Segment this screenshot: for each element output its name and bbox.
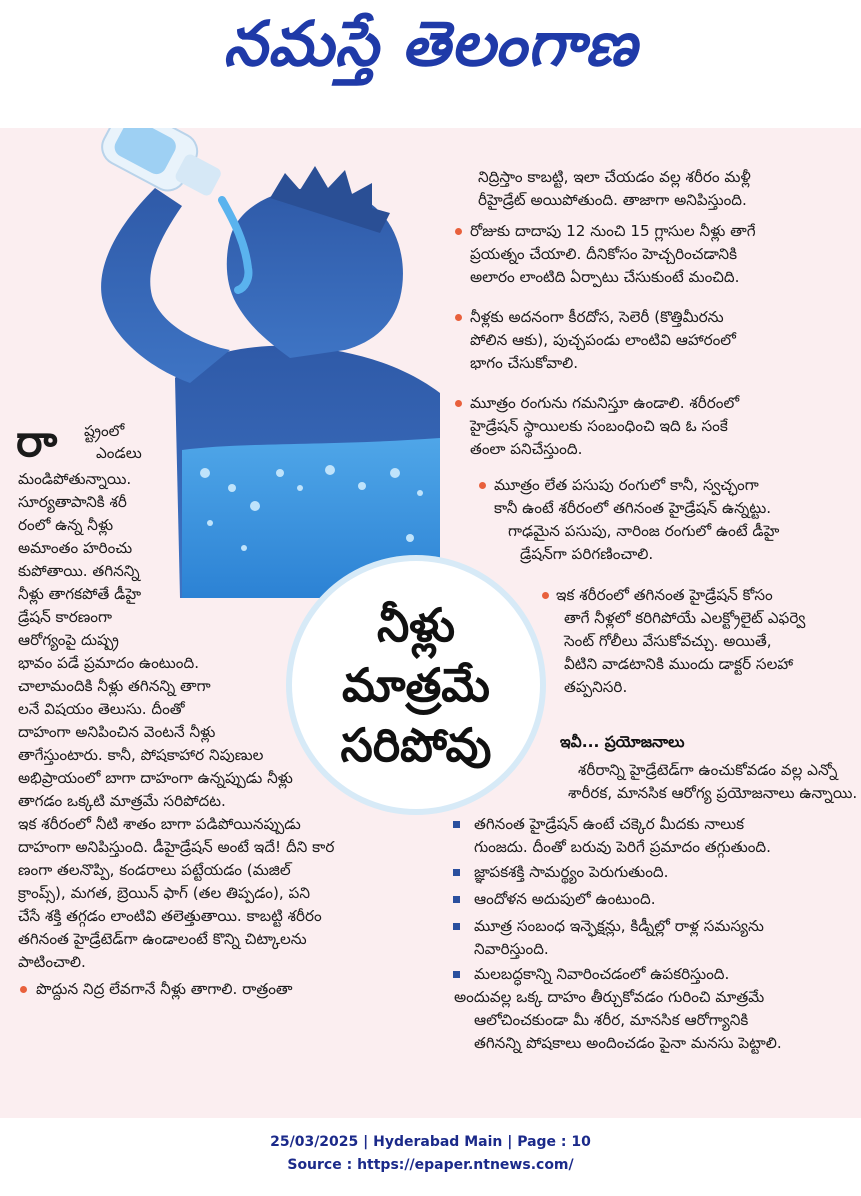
text-line: ఇక శరీరంలో నీటి శాతం బాగా పడిపోయినప్పుడు [18,815,301,833]
text-line: ఇక శరీరంలో తగినంత హైడ్రేషన్ కోసం [556,586,773,604]
text-line: గాఢమైన పసుపు, నారింజ రంగులో ఉంటే డీహై [508,522,780,540]
text-line: భావం పడే ప్రమాదం ఉంటుంది. [18,654,200,672]
text-line: శారీరక, మానసిక ఆరోగ్య ప్రయోజనాలు ఉన్నాయి. [568,784,858,802]
text-line: తంలా పనిచేస్తుంది. [470,440,583,458]
text-line: మూత్రం లేత పసుపు రంగులో కానీ, స్వచ్ఛంగా [494,476,759,494]
text-line: హైడ్రేషన్ స్థాయిలకు సంబంధించి ఇది ఓ సంకే [470,417,728,435]
text-line: తగినన్ని పోషకాలు అందించడం పైనా మనసు పెట్టాలి. [474,1034,782,1052]
footer-date-edition: 25/03/2025 | Hyderabad Main | Page : 10 [270,1134,591,1150]
article [0,128,861,1118]
headline-line-2: మాత్రమే [342,658,490,712]
text-line: ఎండలు [96,444,142,462]
bullet-icon [20,986,27,993]
text-line: నీళ్లు తాగకపోతే డీహై [18,585,142,603]
text-line: ఆలోచించకుండా మీ శరీర, మానసిక ఆరోగ్యానికి [474,1011,749,1029]
bullet-icon [455,400,462,407]
text-line: కానీ ఉంటే శరీరంలో తగినంత హైడ్రేషన్ ఉన్నట్టు. [494,499,772,517]
text-line: శరీరాన్ని హైడ్రేటెడ్‌గా ఉంచుకోవడం వల్ల ఎన్నో [578,761,838,779]
text-line: ష్ట్రంలో [84,422,125,440]
text-line: ఆందోళన అదుపులో ఉంటుంది. [474,890,656,908]
bullet-icon [542,592,549,599]
text-line: అమాంతం హరించు [18,539,133,557]
text-line: సూర్యతాపానికి శరీ [18,493,127,511]
bullet-icon [479,482,486,489]
text-line: అందువల్ల ఒక్క దాహం తీర్చుకోవడం గురించి మాత్రమే [454,988,765,1006]
text-line: మూత్రం రంగును గమనిస్తూ ఉండాలి. శరీరంలో [470,394,740,412]
text-line: తప్పనిసరి. [564,678,628,696]
bullet-icon [453,821,460,828]
text-line: జ్ఞాపకశక్తి సామర్థ్యం పెరుగుతుంది. [474,863,669,881]
text-line: లనే విషయం తెలుసు. దీంతో [18,700,185,718]
text-line: రోజుకు దాదాపు 12 నుంచి 15 గ్లాసుల నీళ్లు తాగే [470,222,756,240]
benefits-heading: ఇవీ... ప్రయోజనాలు [560,733,685,751]
text-line: తాగేస్తుంటారు. కానీ, పోషకాహార నిపుణుల [18,746,264,764]
footer-source: Source : https://epaper.ntnews.com/ [287,1157,574,1173]
text-line: తగినంత హైడ్రేటెడ్‌గా ఉండాలంటే కొన్ని చిట్కాలను [18,930,307,948]
headline-line-3: సరిపోవు [340,718,492,772]
text-line: చాలామందికి నీళ్లు తగినన్ని తాగా [18,677,211,695]
masthead [0,0,861,128]
bullet-icon [453,869,460,876]
text-line: పోలిన ఆకు), పుచ్చపండు లాంటివి ఆహారంలో [470,331,736,349]
text-line: దాహంగా అనిపించిన వెంటనే నీళ్లు [18,723,216,741]
text-line: తాగే నీళ్లలో కరిగిపోయే ఎలక్ట్రోలైట్ ఎఫర్వె [564,609,806,627]
text-line: గుంజదు. దీంతో బరువు పెరిగే ప్రమాదం తగ్గుతుంది. [474,838,771,856]
text-line: భాగం చేసుకోవాలి. [470,354,579,372]
text-line: క్రాంప్స్), మగత, బ్రెయిన్ ఫాగ్ (తల తిప్పడం), పని [18,884,310,902]
text-line: మూత్ర సంబంధ ఇన్ఫెక్షన్లు, కిడ్నీల్లో రాళ్ల సమస్యను [474,917,764,935]
text-line: కుపోతాయి. తగినన్ని [18,562,140,580]
text-line: సెంట్ గోలీలు వేసుకోవచ్చు. అయితే, [564,632,772,650]
text-line: ఆరోగ్యంపై దుష్ప్ర [18,631,119,649]
text-line: తాగడం ఒక్కటి మాత్రమే సరిపోదట. [18,792,226,810]
text-line: దాహంగా అనిపిస్తుంది. డీహైడ్రేషన్ అంటే ఇదే! దీని కార [18,838,335,856]
bullet-icon [453,923,460,930]
newspaper-logo: నమస్తే తెలంగాణ [223,7,638,80]
text-line: డ్రేషన్‌గా పరిగణించాలి. [520,545,654,563]
headline-circle [292,561,540,809]
bullet-icon [453,971,460,978]
text-line: నివారిస్తుంది. [474,940,549,958]
bullet-icon [455,228,462,235]
dropcap: రా [16,416,58,467]
text-line: రీహైడ్రేట్ అయిపోతుంది. తాజాగా అనిపిస్తుంది. [478,191,747,209]
headline-line-1: నీళ్లు [376,598,456,652]
text-line: చేసే శక్తి తగ్గడం లాంటివి తలెత్తుతాయి. కాబట్టి శరీరం [18,907,322,925]
text-line: ణంగా తలనొప్పి, కండరాలు పట్టేయడం (మజిల్ [18,861,291,879]
text-line: నిద్రిస్తాం కాబట్టి, ఇలా చేయడం వల్ల శరీరం మళ్లీ [478,168,751,186]
text-line: రంలో ఉన్న నీళ్లు [18,516,114,534]
bullet-icon [453,896,460,903]
text-line: పొద్దున నిద్ర లేవగానే నీళ్లు తాగాలి. రాత్రంతా [36,980,293,998]
bullet-icon [455,314,462,321]
text-line: వీటిని వాడటానికి ముందు డాక్టర్ సలహా [564,655,794,673]
text-line: అలారం లాంటిది ఏర్పాటు చేసుకుంటే మంచిది. [470,268,740,286]
text-line: అభిప్రాయంలో బాగా దాహంగా ఉన్నప్పుడు నీళ్లు [18,769,293,787]
text-line: మలబద్ధకాన్ని నివారించడంలో ఉపకరిస్తుంది. [474,965,730,983]
text-line: మండిపోతున్నాయి. [18,470,132,488]
text-line: ప్రయత్నం చేయాలి. దీనికోసం హెచ్చరించడానికి [470,245,738,263]
text-line: పాటించాలి. [18,953,86,971]
text-line: డ్రేషన్ కారణంగా [18,608,112,626]
text-line: నీళ్లకు అదనంగా కీరదోస, సెలెరీ (కొత్తిమీరను [470,308,724,326]
text-line: తగినంత హైడ్రేషన్ ఉంటే చక్కెర మీదకు నాలుక [474,815,745,833]
